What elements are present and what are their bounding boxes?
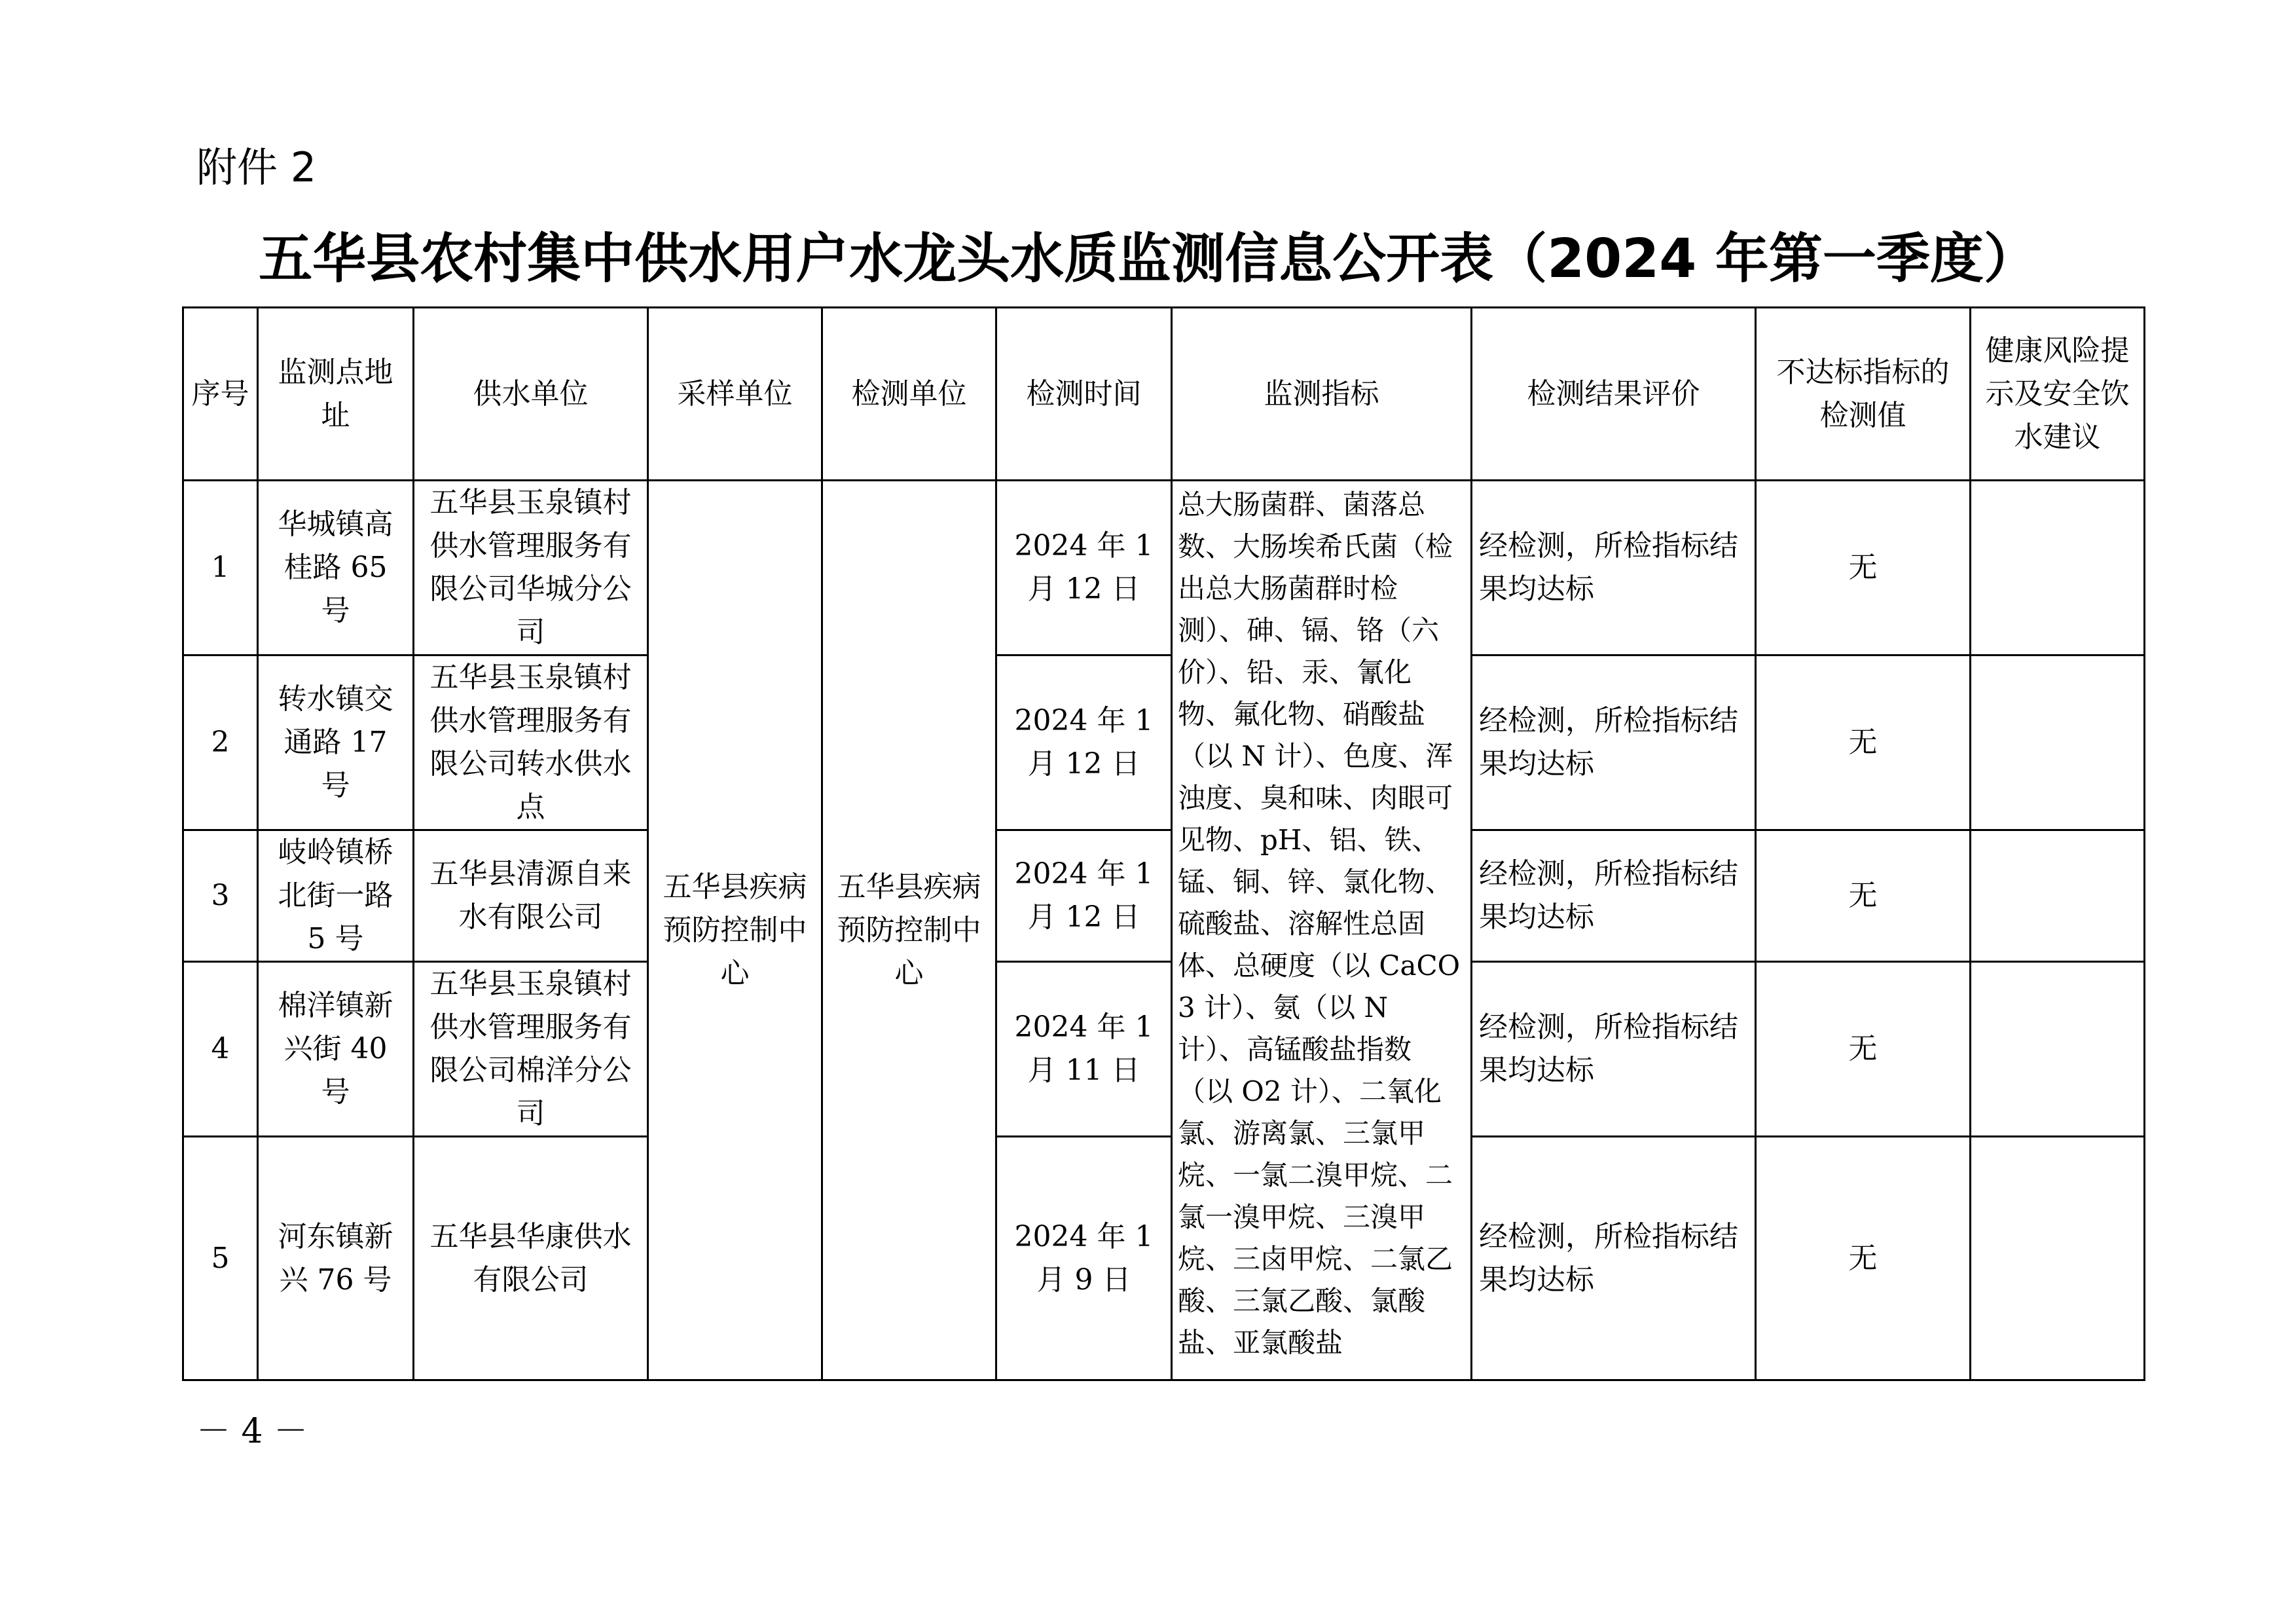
header-date: 检测时间 <box>996 308 1172 481</box>
row-result: 经检测，所检指标结果均达标 <box>1472 1137 1756 1380</box>
row-supplier: 五华县玉泉镇村供水管理服务有限公司华城分公司 <box>414 481 648 655</box>
row-noncompliant: 无 <box>1756 655 1971 830</box>
row-advice <box>1971 830 2145 962</box>
row-advice <box>1971 1137 2145 1380</box>
row-index: 3 <box>183 830 258 962</box>
row-supplier: 五华县玉泉镇村供水管理服务有限公司转水供水点 <box>414 655 648 830</box>
header-result: 检测结果评价 <box>1472 308 1756 481</box>
row-result: 经检测，所检指标结果均达标 <box>1472 830 1756 962</box>
indicators-cell: 总大肠菌群、菌落总数、大肠埃希氏菌（检出总大肠菌群时检测）、砷、镉、铬（六价）、铅、汞、氰化物、氟化物、硝酸盐（以 N 计）、色度、浑浊度、臭和味、肉眼可见物、pH、铝、铁、锰、铜、锌、氯化物、硫酸盐、溶解性总固体、总硬度（以 CaCO3 计）、氨（以 N 计）、高锰酸盐指数（以 O2 计）、二氧化氯、游离氯、三氯甲烷、一氯二溴甲烷、二氯一溴甲烷、三溴甲烷、三卤甲烷、二氯乙酸、三氯乙酸、氯酸盐、亚氯酸盐 <box>1172 481 1472 1380</box>
row-noncompliant: 无 <box>1756 1137 1971 1380</box>
row-date: 2024 年 1 月 12 日 <box>996 481 1172 655</box>
header-supplier: 供水单位 <box>414 308 648 481</box>
row-date: 2024 年 1 月 9 日 <box>996 1137 1172 1380</box>
row-index: 1 <box>183 481 258 655</box>
row-index: 2 <box>183 655 258 830</box>
table-header-row <box>183 308 2145 481</box>
row-site: 转水镇交通路 17 号 <box>258 655 414 830</box>
row-advice <box>1971 655 2145 830</box>
row-advice <box>1971 481 2145 655</box>
attachment-label: 附件 2 <box>196 143 317 191</box>
row-index: 4 <box>183 962 258 1137</box>
row-result: 经检测，所检指标结果均达标 <box>1472 481 1756 655</box>
header-sampler: 采样单位 <box>648 308 822 481</box>
header-tester: 检测单位 <box>822 308 996 481</box>
row-site: 河东镇新兴 76 号 <box>258 1137 414 1380</box>
row-date: 2024 年 1 月 12 日 <box>996 830 1172 962</box>
row-site: 岐岭镇桥北街一路 5 号 <box>258 830 414 962</box>
row-result: 经检测，所检指标结果均达标 <box>1472 655 1756 830</box>
row-date: 2024 年 1 月 12 日 <box>996 655 1172 830</box>
row-site: 棉洋镇新兴街 40 号 <box>258 962 414 1137</box>
monitoring-table <box>182 306 2145 1381</box>
table-row <box>183 830 2145 962</box>
row-date: 2024 年 1 月 11 日 <box>996 962 1172 1137</box>
tester-cell: 五华县疾病预防控制中心 <box>822 481 996 1380</box>
page-number: － 4 － <box>196 1412 308 1451</box>
table-row <box>183 1137 2145 1380</box>
row-index: 5 <box>183 1137 258 1380</box>
header-site: 监测点地址 <box>258 308 414 481</box>
page-title: 五华县农村集中供水用户水龙头水质监测信息公开表（2024 年第一季度） <box>259 228 2037 290</box>
table-row <box>183 481 2145 655</box>
table-row <box>183 962 2145 1137</box>
row-site: 华城镇高桂路 65 号 <box>258 481 414 655</box>
row-noncompliant: 无 <box>1756 481 1971 655</box>
row-advice <box>1971 962 2145 1137</box>
row-noncompliant: 无 <box>1756 830 1971 962</box>
row-result: 经检测，所检指标结果均达标 <box>1472 962 1756 1137</box>
header-advice: 健康风险提示及安全饮水建议 <box>1971 308 2145 481</box>
header-indicators: 监测指标 <box>1172 308 1472 481</box>
sampler-cell: 五华县疾病预防控制中心 <box>648 481 822 1380</box>
header-index: 序号 <box>183 308 258 481</box>
row-supplier: 五华县玉泉镇村供水管理服务有限公司棉洋分公司 <box>414 962 648 1137</box>
header-noncompliant: 不达标指标的检测值 <box>1756 308 1971 481</box>
row-noncompliant: 无 <box>1756 962 1971 1137</box>
row-supplier: 五华县华康供水有限公司 <box>414 1137 648 1380</box>
row-supplier: 五华县清源自来水有限公司 <box>414 830 648 962</box>
table-row <box>183 655 2145 830</box>
